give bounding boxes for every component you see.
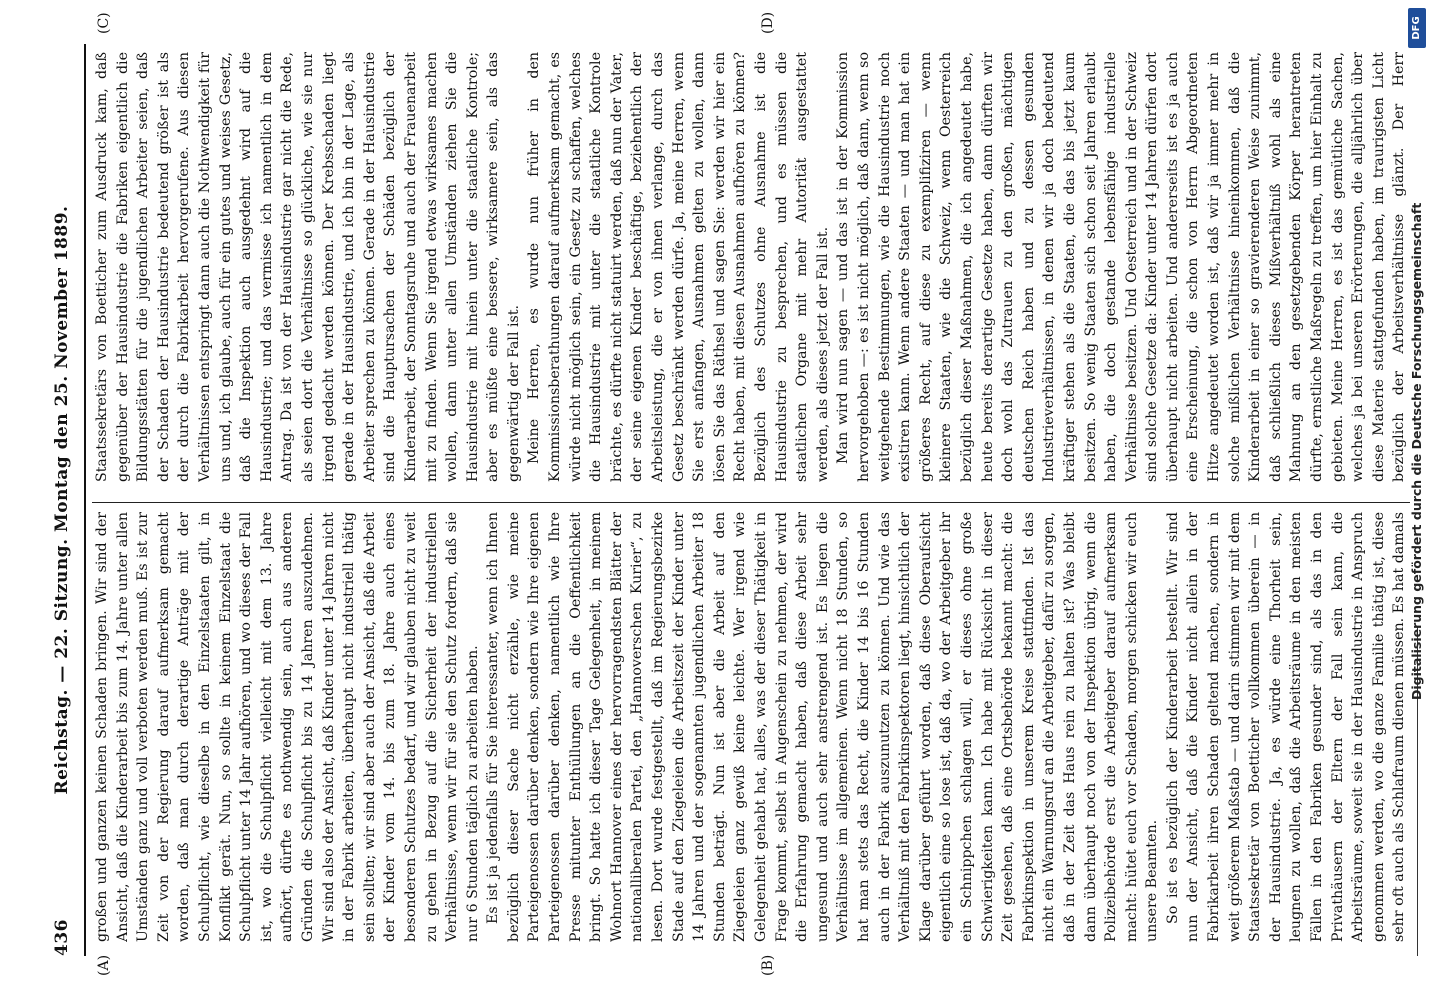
dfg-note-text: Digitalisierung gefördert durch die Deutsche Forschungsgemeinschaft (1409, 202, 1424, 700)
right-column (92, 52, 1410, 482)
margin-marker-b: (B) (760, 954, 776, 976)
dfg-logo: DFG (1408, 8, 1426, 48)
margin-marker-a: (A) (96, 954, 112, 976)
header-rule (84, 44, 86, 956)
page-title: Reichstag. — 22. Sitzung. Montag den 25. November 1889. (52, 205, 72, 795)
dfg-funding-note (1402, 0, 1432, 1000)
paragraph: Meine Herren, es wurde nun früher in den Kommissionsberathungen darauf aufmerksam gemacht, es würde nicht möglich sein, ein Gesetz zu schaffen, welches die Hausindustrie mit unter die staatliche Kontrole brächte, es dürfte nicht statuirt werden, daß nun der Vater, der seine eigenen Kinder beschäftige, beziehentlich der Arbeitsleistung, die er von ihnen verlange, durch das Gesetz beschränkt werden dürfe. Ja, meine Herren, wenn Sie erst anfangen, Ausnahmen gelten zu wollen, dann lösen Sie das Räthsel und sagen Sie: werden wir hier ein Recht haben, mit diesen Ausnahmen aufhören zu können? Bezüglich des Schutzes ohne Ausnahme ist die Hausindustrie zu besprechen, und es müssen die staatlichen Organe mit mehr Autorität ausgestattet werden, als dieses jetzt der Fall ist. (526, 52, 831, 482)
margin-marker-d: (D) (760, 11, 776, 34)
paragraph: Man wird nun sagen — und das ist in der Kommission hervorgehoben —: es ist nicht möglich, daß dann, wenn so weitgehende Bestimmungen, wie die Hausindustrie noch existiren kann. Wenn andere Staaten — und man hat ein größeres Recht, auf diese zu exemplifiziren — wenn kleinere Staaten, wie die Schweiz, wenn Oesterreich bezüglich dieser Maßnahmen, die ich angedeutet habe, heute bereits derartige Gesetze haben, dann dürften wir doch wohl das Zutrauen zu den großen, mächtigen deutschen Reich haben und zu dessen gesunden Industrieverhältnissen, in denen wir ja doch bedeutend kräftiger stehen als die Staaten, die das bis jetzt kaum besitzen. So wenig Staaten sich schon seit Jahren erlaubt haben, die doch gestande lebensfähige industrielle Verhältnisse besitzen. Und Oesterreich und in der Schweiz sind solche Gesetze da: Kinder unter 14 Jahren dürfen dort überhaupt nicht arbeiten. Und andererseits ist es ja auch eine Erscheinung, die schon von Herrn Abgeordneten Hitze angedeutet worden ist, daß wir ja immer mehr in solche mißlichen Verhältnisse hineinkommen, daß die Kinderarbeit in einer so gravierenderen Weise zunimmt, daß schließlich dieses Mißverhältniß wohl als eine Mahnung an den gesetzgebenden Körper herantreten dürfte, ernstliche Maßregeln zu treffen, um hier Einhalt zu gebieten. Meine Herren, es ist das gemütliche Sachen, welches ja bei unseren Erörterungen, die alljährlich über diese Materie stattgefunden haben, im traurigsten Licht bezüglich der Arbeitsverhältnisse glänzt. Der Herr (835, 52, 1408, 482)
column-divider (92, 502, 1410, 503)
paragraph: großen und ganzen keinen Schaden bringen. Wir sind der Ansicht, daß die Kinderarbeit bis zum 14. Jahre unter allen Umständen ganz und voll verboten werden muß. Es ist zur Zeit von der Regierung darauf aufmerksam gemacht worden, daß man durch derartige Anträge mit der Schulpflicht, wie dieselbe in den Einzelstaaten gilt, in Konflikt gerät. Nun, so sollte in keinem Einzelstaat die Schulpflicht unter 14 Jahr aufhören, und wo dieses der Fall ist, wo die Schulpflicht vielleicht mit dem 13. Jahre aufhört, dürfte es nothwendig sein, auch aus anderen Gründen die Schulpflicht bis zu 14 Jahren auszudehnen. Wir sind also der Ansicht, daß Kinder unter 14 Jahren nicht in der Fabrik arbeiten, überhaupt nicht industriell thätig sein sollten; wir sind aber auch der Ansicht, daß die Arbeit der Kinder vom 14. bis zum 18. Jahre auch eines besonderen Schutzes bedarf, und wir glauben nicht zu weit zu gehen in Bezug auf die Sicherheit der industriellen Verhältnisse, wenn wir für sie den Schutz fordern, daß sie nur 6 Stunden täglich zu arbeiten haben. (94, 512, 481, 942)
page-header (52, 44, 78, 956)
left-column (92, 512, 1410, 942)
paragraph: So ist es bezüglich der Kinderarbeit bestellt. Wir sind nun der Ansicht, daß die Kinder nicht allein in der Fabrikarbeit ihren Schaden geltend machen, sondern in weit größerem Maßstab — und darin stimmen wir mit dem Staatssekretär von Boetticher vollkommen überein — in der Hausindustrie. Ja, es würde eine Thorheit sein, leugnen zu wollen, daß die Arbeitsräume in den meisten Fällen in den Fabriken gesunder sind, als das in den Privathäusern der Eltern der Fall sein kann, die Arbeitsräume, soweit sie in der Hausindustrie in Anspruch genommen werden, wo die ganze Familie thätig ist, diese sehr oft auch als Schlafraum dienen müssen. Es hat damals (1164, 512, 1408, 942)
paragraph: Es ist ja jedenfalls für Sie interessanter, wenn ich Ihnen bezüglich dieser Sache nicht erzähle, wie meine Parteigenossen darüber denken, sondern wie Ihre eigenen Parteigenossen darüber denken, namentlich wie Ihre Presse mitunter Enthüllungen an die Oeffentlichkeit bringt. So hatte ich dieser Tage Gelegenheit, in meinem Wohnort Hannover eines der hervorragendsten Blätter der nationalliberalen Partei, den „Hannoverschen Kurier“, zu lesen. Dort wurde festgestellt, daß im Regierungsbezirke Stade auf den Ziegeleien die Arbeitszeit der Kinder unter 14 Jahren und der sogenannten jugendlichen Arbeiter 18 Stunden beträgt. Nun ist aber die Arbeit auf den Ziegeleien ganz gewiß keine leichte. Wer irgend wie Gelegenheit gehabt hat, alles, was der dieser Thätigkeit in Frage kommt, selbst in Augenschein zu nehmen, der wird die Erfahrung gemacht haben, daß diese Arbeit sehr ungesund und auch sehr anstrengend ist. Es liegen die Verhältnisse im allgemeinen. Wenn nicht 18 Stunden, so hat man stets das Recht, die Kinder 14 bis 16 Stunden auch in der Fabrik auszunutzen zu können. Und wie das Verhältniß mit den Fabrikinspektoren liegt, hinsichtlich der Klage darüber geführt worden, daß diese Oberaufsicht eigentlich eine so lose ist, daß da, wo der Arbeitgeber ihr ein Schnippchen schlagen will, er dieses ohne große Schwierigkeiten kann. Ich habe mit Rücksicht in dieser Zeit gesehen, daß eine Ortsbehörde bekannt macht: die Fabrikinspektion in unserem Kreise stattfinden. Ist das nicht ein Warnungsruf an die Arbeitgeber, dafür zu sorgen, daß in der Zeit das Haus rein zu halten ist? Was bleibt dann überhaupt noch von der Inspektion übrig, wenn die Polizeibehörde erst die Arbeitgeber darauf aufmerksam macht: hütet euch vor Schaden, morgen schicken wir euch unsere Beamten. (485, 512, 1161, 942)
margin-marker-c: (C) (96, 12, 112, 34)
page-number: 436 (52, 919, 72, 956)
paragraph: Staatssekretärs von Boetticher zum Ausdruck kam, daß gegenüber der Hausindustrie die Fabriken eigentlich die Bildungsstätten für die jugendlichen Arbeiter seien, daß der Schaden der Hausindustrie bedeutend größer ist als der durch die Fabrikarbeit hervorgerufene. Aus diesen Verhältnissen entspringt dann auch die Nothwendigkeit für uns und, ich glaube, auch für ein gutes und weises Gesetz, daß die Inspektion auch ausgedehnt wird auf die Hausindustrie; und das vermisse ich namentlich in dem Antrag. Da ist von der Hausindustrie gar nicht die Rede, als seien dort die Verhältnisse so glückliche, wie sie nur irgend gedacht werden können. Der Krebsschaden liegt gerade in der Hausindustrie, und ich bin in der Lage, als Arbeiter sprechen zu können. Gerade in der Hausindustrie sind die Hauptursachen der Schäden bezüglich der Kinderarbeit, der Sonntagsruhe und auch der Frauenarbeit mit zu finden. Wenn Sie irgend etwas wirksames machen wollen, dann unter allen Umständen ziehen Sie die Hausindustrie mit hinein unter die staatliche Kontrole; aber es müßte eine bessere, wirksamere sein, als das gegenwärtig der Fall ist. (94, 52, 522, 482)
